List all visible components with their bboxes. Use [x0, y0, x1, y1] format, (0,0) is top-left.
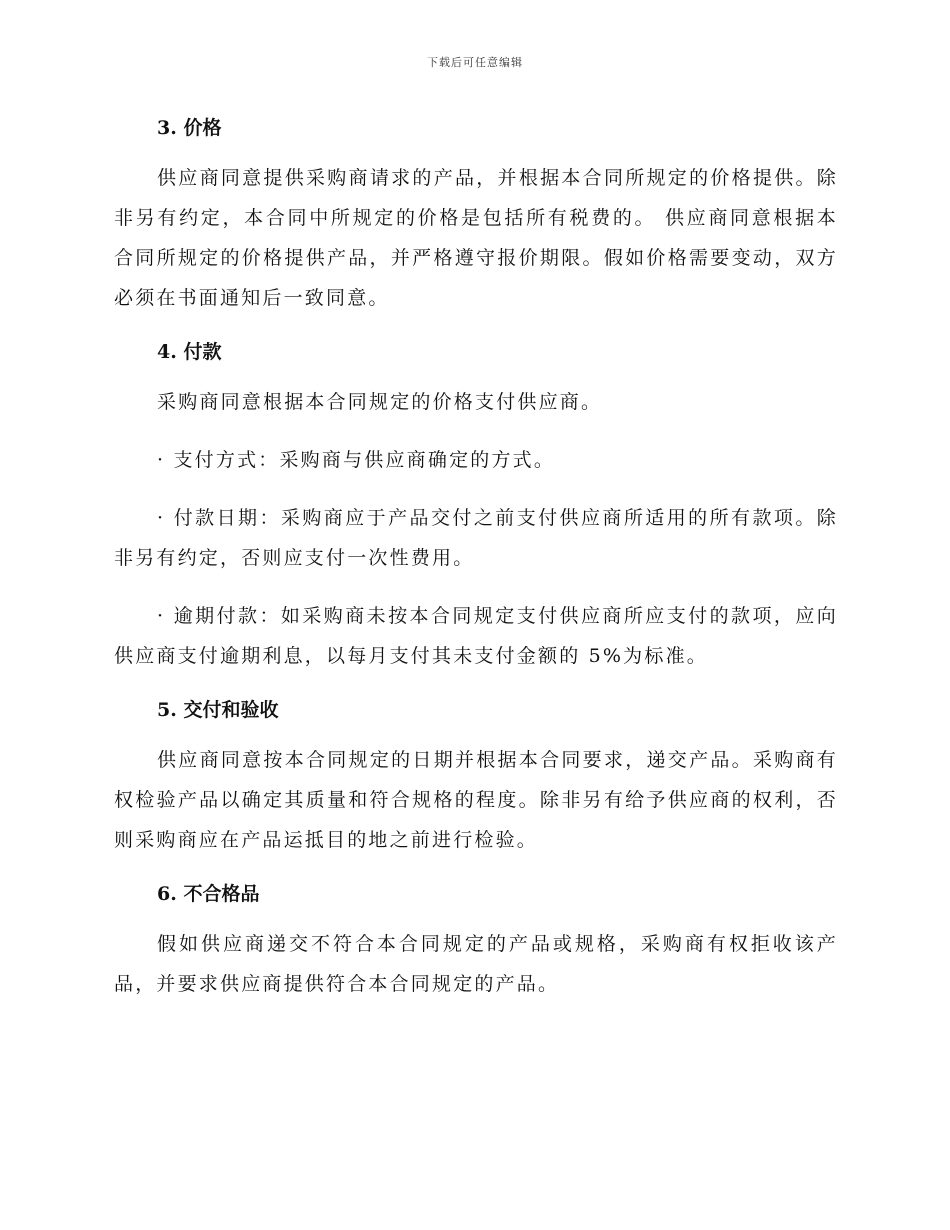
- section-nonconforming: [114, 874, 838, 1004]
- section-price: [114, 108, 838, 318]
- section-title: 3. 价格: [157, 117, 222, 139]
- section-title: 5. 交付和验收: [157, 699, 279, 721]
- section-payment: [114, 332, 838, 676]
- list-item: · 付款日期：采购商应于产品交付之前支付供应商所适用的所有款项。除非另有约定，否则应支付一次性费用。: [114, 507, 838, 569]
- paragraph: 采购商同意根据本合同规定的价格支付供应商。: [157, 391, 603, 413]
- paragraph: 供应商同意按本合同规定的日期并根据本合同要求，递交产品。采购商有权检验产品以确定其质量和符合规格的程度。除非另有给予供应商的权利，否则采购商应在产品运抵目的地之前进行检验。: [114, 749, 838, 851]
- list-item: · 逾期付款：如采购商未按本合同规定支付供应商所应支付的款项，应向供应商支付逾期利息，以每月支付其未支付金额的 5%为标准。: [114, 605, 838, 667]
- list-item: · 支付方式：采购商与供应商确定的方式。: [157, 449, 556, 471]
- section-title: 6. 不合格品: [157, 883, 260, 905]
- section-delivery-acceptance: [114, 690, 838, 860]
- section-title: 4. 付款: [157, 341, 222, 363]
- paragraph: 假如供应商递交不符合本合同规定的产品或规格，采购商有权拒收该产品，并要求供应商提供符合本合同规定的产品。: [114, 933, 838, 995]
- document-body: [114, 108, 838, 1004]
- paragraph: 供应商同意提供采购商请求的产品，并根据本合同所规定的价格提供。除非另有约定，本合同中所规定的价格是包括所有税费的。 供应商同意根据本合同所规定的价格提供产品，并严格遵守报价期限。假如价格需要变动，双方必须在书面通知后一致同意。: [114, 167, 838, 309]
- page-header-note: 下载后可任意编辑: [427, 56, 523, 69]
